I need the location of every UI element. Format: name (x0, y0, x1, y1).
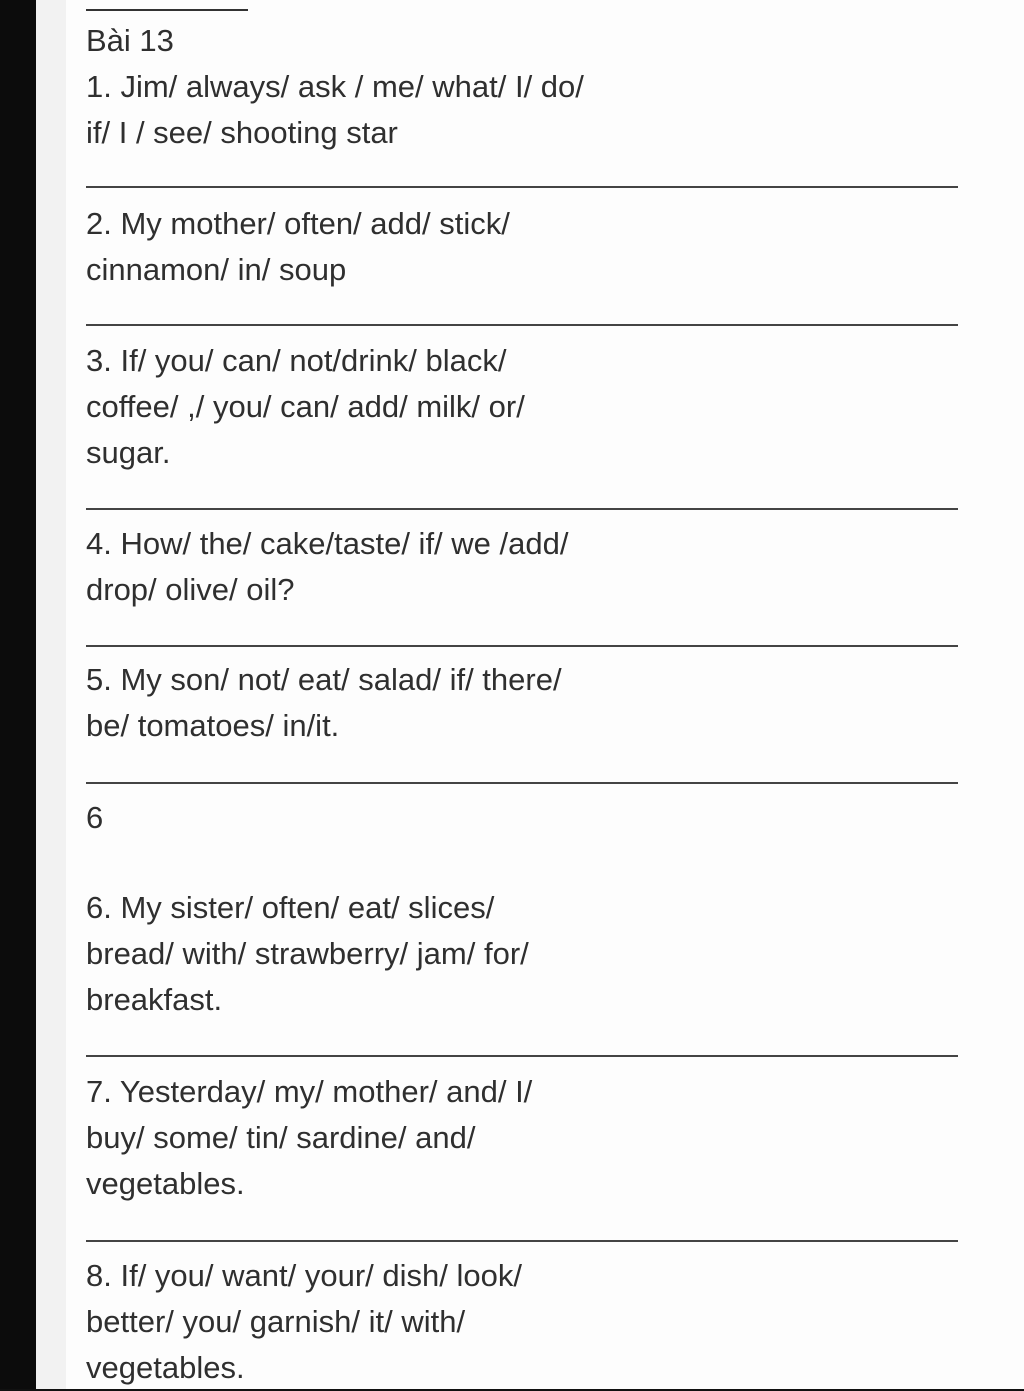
item-line: 3. If/ you/ can/ not/drink/ black/ (86, 343, 507, 378)
answer-line-6 (86, 1055, 958, 1057)
item-line: 2. My mother/ often/ add/ stick/ (86, 206, 510, 241)
answer-line-7 (86, 1240, 958, 1242)
item-line: better/ you/ garnish/ it/ with/ (86, 1304, 466, 1339)
stray-number: 6 (86, 800, 104, 835)
answer-line-4 (86, 645, 958, 647)
item-line: vegetables. (86, 1350, 245, 1385)
exercise-item-7 (86, 1069, 686, 1207)
answer-line-3 (86, 508, 958, 510)
exercise-item-4 (86, 521, 686, 613)
left-dark-border (0, 0, 36, 1389)
item-line: 6. My sister/ often/ eat/ slices/ (86, 890, 495, 925)
item-line: breakfast. (86, 982, 223, 1017)
answer-line-1 (86, 186, 958, 188)
exercise-item-5 (86, 657, 686, 749)
item-line: if/ I / see/ shooting star (86, 115, 398, 150)
item-line: bread/ with/ strawberry/ jam/ for/ (86, 936, 529, 971)
item-line: cinnamon/ in/ soup (86, 252, 347, 287)
item-line: 7. Yesterday/ my/ mother/ and/ I/ (86, 1074, 533, 1109)
answer-line-5 (86, 782, 958, 784)
exercise-item-3 (86, 338, 686, 476)
item-line: sugar. (86, 435, 171, 470)
item-line: buy/ some/ tin/ sardine/ and/ (86, 1120, 476, 1155)
exercise-title: Bài 13 (86, 23, 174, 58)
exercise-item-2 (86, 201, 686, 293)
item-line: drop/ olive/ oil? (86, 572, 295, 607)
exercise-item-6 (86, 885, 686, 1023)
item-line: vegetables. (86, 1166, 245, 1201)
top-rule (86, 9, 248, 11)
item-line: 8. If/ you/ want/ your/ dish/ look/ (86, 1258, 522, 1293)
item-line: 5. My son/ not/ eat/ salad/ if/ there/ (86, 662, 562, 697)
item-line: coffee/ ,/ you/ can/ add/ milk/ or/ (86, 389, 525, 424)
answer-line-2 (86, 324, 958, 326)
item-line: 1. Jim/ always/ ask / me/ what/ I/ do/ (86, 69, 584, 104)
exercise-item-8 (86, 1253, 686, 1391)
exercise-item-1 (86, 64, 686, 156)
item-line: 4. How/ the/ cake/taste/ if/ we /add/ (86, 526, 569, 561)
page-margin (36, 0, 66, 1389)
item-line: be/ tomatoes/ in/it. (86, 708, 340, 743)
